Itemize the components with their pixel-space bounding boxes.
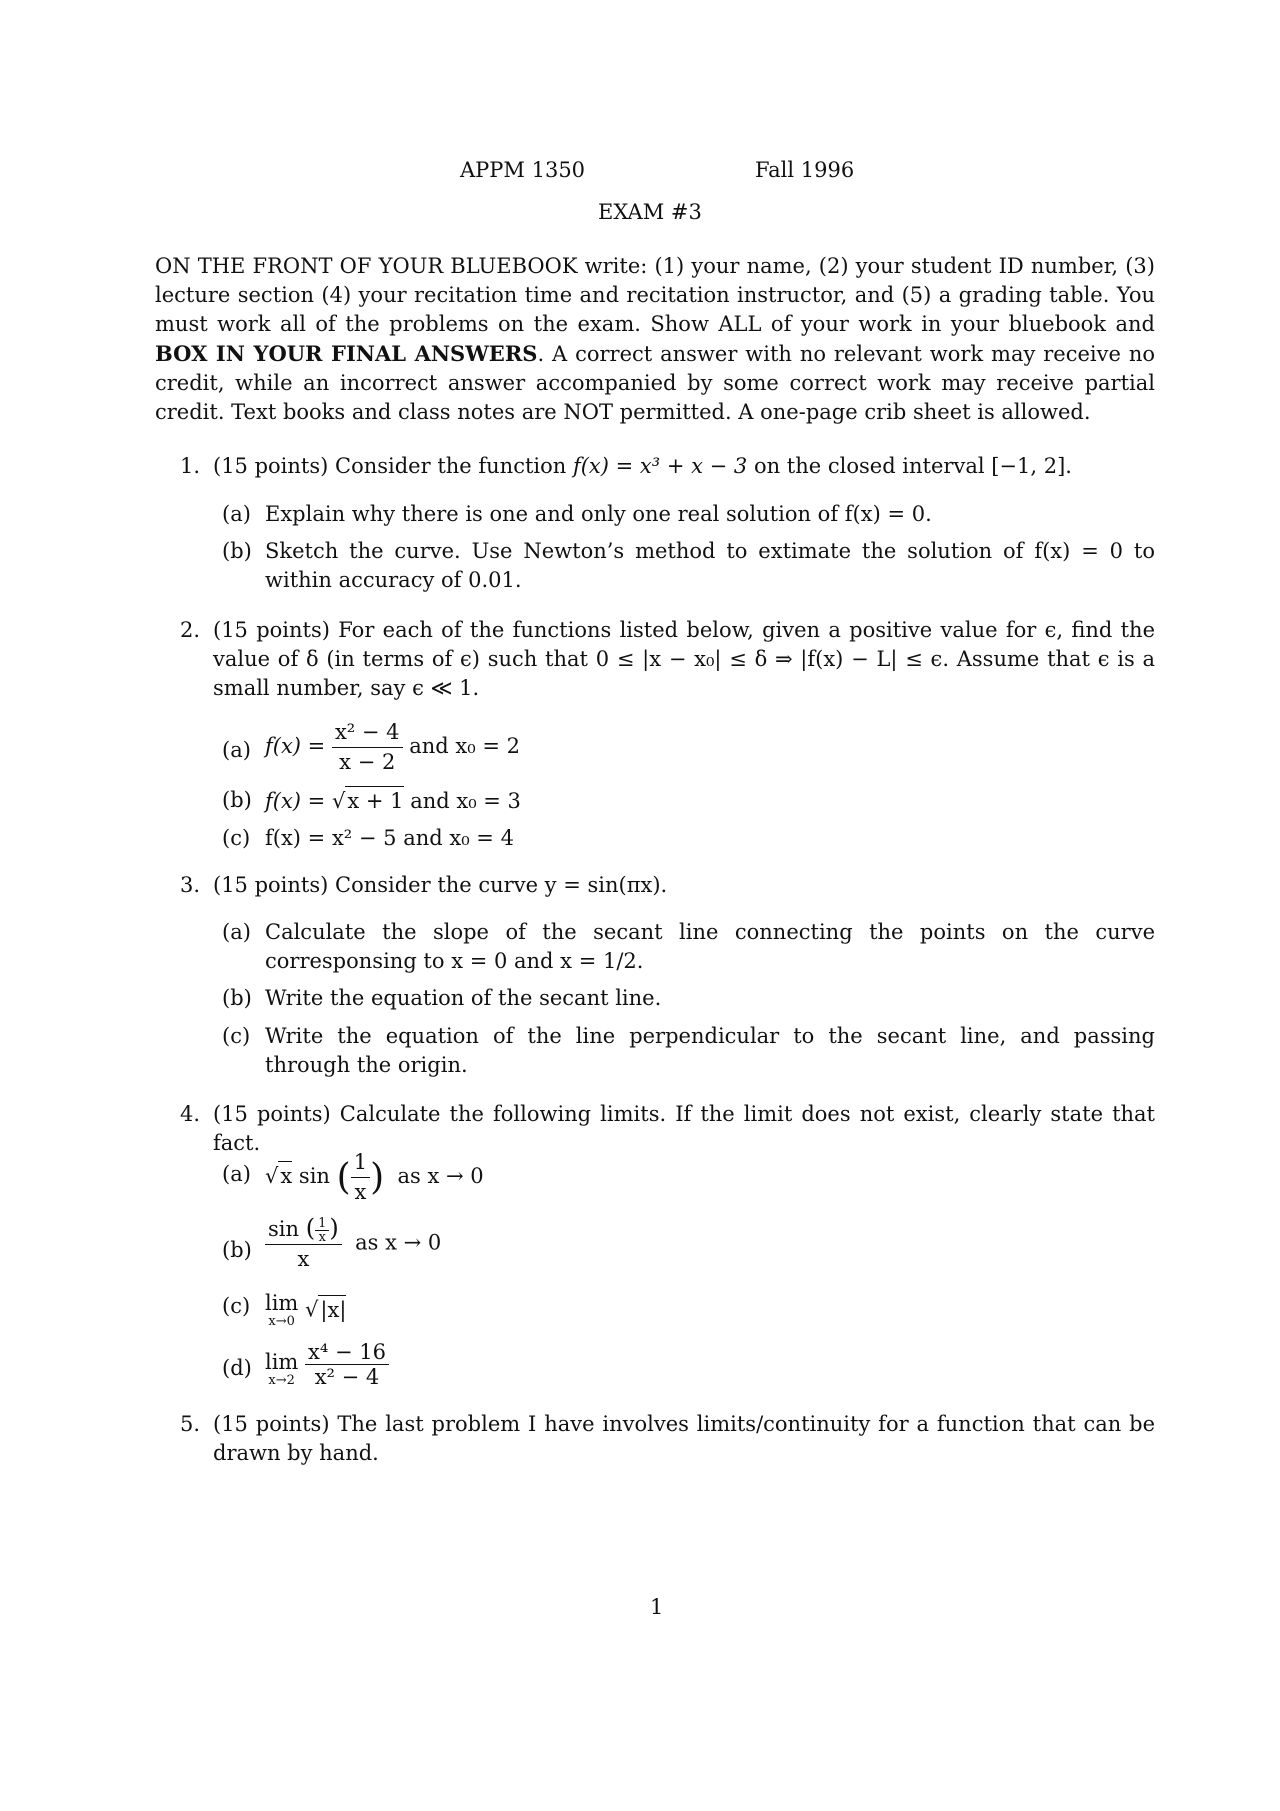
part-rest: and x₀ = 3 — [410, 789, 521, 813]
part-label: (b) — [222, 1238, 252, 1262]
part-label: (d) — [222, 1356, 252, 1380]
part-label: (a) — [222, 1162, 251, 1186]
problem-3c — [222, 1022, 1155, 1080]
part-label: (a) — [222, 920, 251, 944]
sin-label: sin — [298, 1164, 330, 1188]
part-rest: as x → 0 — [397, 1164, 484, 1188]
lim-label: lim — [265, 1291, 299, 1315]
part-text: f(x) = x² − 5 and x₀ = 4 — [265, 826, 514, 850]
problem-4-text: (15 points) Calculate the following limits. If the limit does not exist, clearly state that fact. — [213, 1102, 1155, 1155]
problem-number: 5. — [180, 1412, 201, 1436]
part-rest: as x → 0 — [355, 1230, 442, 1255]
part-text: Write the equation of the line perpendicular to the secant line, and passing through the origin. — [265, 1024, 1155, 1077]
problem-5 — [180, 1410, 1155, 1468]
denominator: x − 2 — [339, 750, 396, 774]
inner-denominator: x — [318, 1230, 326, 1245]
part-text: Sketch the curve. Use Newton’s method to extimate the solution of f(x) = 0 to within accuracy of 0.01. — [265, 539, 1155, 592]
part-label: (a) — [222, 738, 251, 762]
part-label: (c) — [222, 1294, 251, 1318]
problem-number: 2. — [180, 618, 201, 642]
instructions-bold: BOX IN YOUR FINAL ANSWERS — [155, 341, 538, 366]
problem-number: 1. — [180, 454, 201, 478]
problem-number: 3. — [180, 873, 201, 897]
exam-title: EXAM #3 — [598, 200, 702, 224]
part-label: (a) — [222, 502, 251, 526]
problem-4d — [222, 1340, 1155, 1389]
problem-3a — [222, 918, 1155, 976]
part-label: (b) — [222, 788, 252, 812]
numerator: sin ( $\frac{1}{x}$ ) — [265, 1214, 342, 1245]
problem-1-text-a: (15 points) Consider the function — [213, 454, 573, 478]
problem-4b — [222, 1214, 1155, 1274]
part-label: (b) — [222, 986, 252, 1010]
fraction — [265, 1214, 342, 1274]
part-label: (c) — [222, 826, 251, 850]
denominator: x² − 4 — [314, 1365, 380, 1389]
instructions-part2: . A correct answer with no relevant work may receive no credit, while an incorrect answer accompanied by some correct work may receive partial credit. Text books and class notes are NOT permitted. A one-page crib sheet is allowed. — [155, 342, 1155, 424]
problem-1b — [222, 537, 1155, 595]
problem-1 — [180, 452, 1155, 481]
part-text: Explain why there is one and only one real solution of f(x) = 0. — [265, 502, 932, 526]
numerator: 1 — [351, 1148, 370, 1178]
inner-fraction — [315, 1217, 329, 1244]
problem-4c: (c) lim x→0 √|x| — [222, 1291, 347, 1329]
problem-2c — [222, 824, 1155, 853]
fraction — [332, 718, 403, 777]
denominator: x — [297, 1247, 310, 1271]
part-lhs: f(x) = — [265, 734, 326, 758]
inner-numerator: 1 — [315, 1217, 329, 1231]
course-code: APPM 1350 — [460, 158, 586, 182]
page-number: 1 — [650, 1595, 664, 1619]
problem-3 — [180, 871, 1155, 900]
problem-3-text: (15 points) Consider the curve y = sin(πx). — [213, 873, 668, 897]
fraction — [351, 1148, 370, 1207]
lim-label: lim — [265, 1350, 299, 1374]
limit-operator — [265, 1292, 298, 1330]
part-label: (b) — [222, 539, 252, 563]
problem-2-text: (15 points) For each of the functions listed below, given a positive value for ϵ, find the value of δ (in terms of ϵ) such that 0 ≤ |x − x₀| ≤ δ ⇒ |f(x) − L| ≤ ϵ. Assume that ϵ is a small number, say ϵ ≪ 1. — [213, 618, 1155, 700]
lim-subscript: x→0 — [268, 1314, 295, 1329]
problem-number: 4. — [180, 1102, 201, 1126]
problem-2b: (b) f(x) = √x + 1 and x₀ = 3 — [222, 786, 1155, 816]
radicand: x — [278, 1161, 292, 1191]
problem-1a — [222, 500, 1155, 529]
problem-2 — [180, 616, 1155, 703]
denominator: x — [354, 1180, 367, 1204]
numerator: x⁴ − 16 — [305, 1340, 389, 1365]
problem-1-text-b: on the closed interval [−1, 2]. — [747, 454, 1072, 478]
radicand: x + 1 — [345, 786, 403, 816]
part-rest: and x₀ = 2 — [409, 734, 520, 758]
fraction — [305, 1340, 389, 1389]
term: Fall 1996 — [755, 158, 855, 182]
part-label: (c) — [222, 1024, 251, 1048]
part-text: Calculate the slope of the secant line connecting the points on the curve corresponsing to x = 0 and x = 1/2. — [265, 920, 1155, 973]
part-text: Write the equation of the secant line. — [265, 986, 662, 1010]
problem-4a: (a) √x sin ( $\frac{1}{x}$ ) as x → 0 — [222, 1148, 1155, 1207]
radicand: |x| — [318, 1295, 346, 1325]
problem-3b — [222, 984, 1155, 1013]
problem-2a — [222, 718, 1155, 777]
limit-operator — [265, 1351, 298, 1389]
numerator: x² − 4 — [332, 718, 403, 748]
sin-label: sin — [268, 1217, 300, 1241]
lim-subscript: x→2 — [268, 1373, 295, 1388]
part-lhs: f(x) = — [265, 789, 326, 813]
instructions — [155, 252, 1155, 427]
instructions-part1: ON THE FRONT OF YOUR BLUEBOOK write: (1) your name, (2) your student ID number, (3) lecture section (4) your recitation time and recitation instructor, and (5) a grading table. You must work all of the problems on the exam. Show ALL of your work in your bluebook and — [155, 254, 1155, 336]
problem-1-function: f(x) = x³ + x − 3 — [572, 454, 748, 478]
problem-5-text: (15 points) The last problem I have involves limits/continuity for a function that can be drawn by hand. — [213, 1412, 1155, 1465]
